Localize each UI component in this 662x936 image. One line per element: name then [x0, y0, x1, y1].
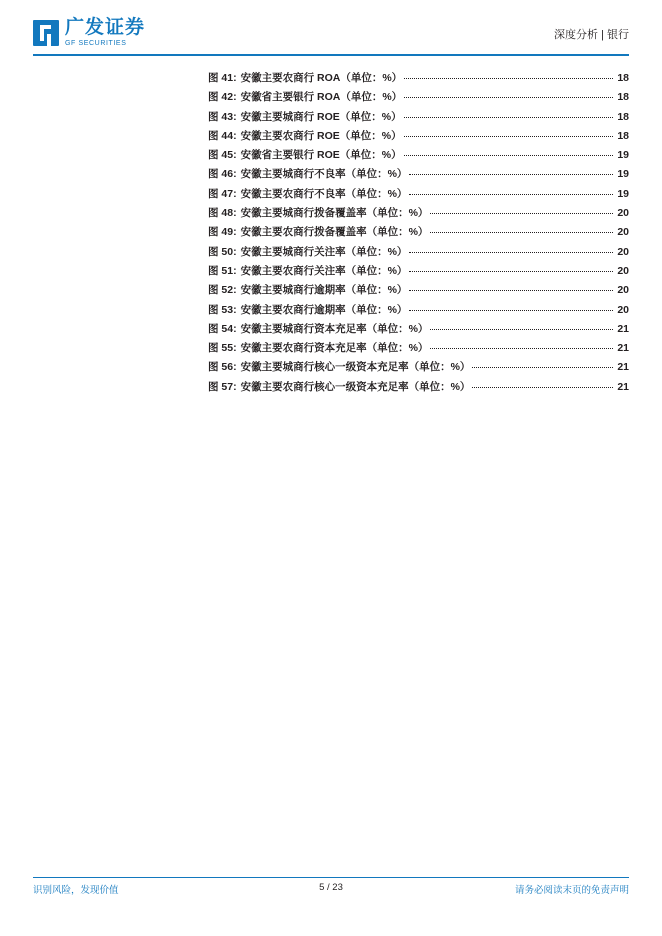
toc-leader-dots: [409, 282, 613, 291]
brand-name-en: GF SECURITIES: [65, 40, 127, 47]
toc-entry-title: 安徽主要农商行 ROA（单位：%）: [240, 72, 403, 84]
toc-entry-label: 图 44:: [208, 129, 237, 142]
brand-logo: [33, 18, 145, 47]
toc-leader-dots: [472, 379, 613, 388]
toc-entry-title: 安徽主要城商行核心一级资本充足率（单位：%）: [240, 361, 471, 374]
page-number: 5 / 23: [319, 882, 343, 893]
toc-leader-dots: [430, 340, 613, 349]
toc-entry-label: 图 56:: [208, 361, 237, 374]
toc-leader-dots: [404, 109, 613, 118]
toc-entry-label: 图 50:: [208, 245, 237, 258]
header-divider: [33, 54, 629, 56]
toc-entry-page: 20: [617, 303, 629, 316]
toc-leader-dots: [409, 263, 613, 272]
footer-divider: [33, 877, 629, 878]
toc-entry-title: 安徽主要农商行 ROE（单位：%）: [240, 129, 402, 142]
toc-entry-label: 图 42:: [208, 91, 237, 104]
toc-entry[interactable]: [208, 70, 629, 89]
toc-entry[interactable]: [208, 205, 629, 224]
footer-slogan: 识别风险，发现价值: [33, 885, 119, 896]
toc-entry-label: 图 41:: [208, 72, 237, 84]
toc-entry[interactable]: [208, 340, 629, 359]
toc-entry[interactable]: [208, 224, 629, 243]
page-footer: [33, 882, 629, 900]
page-header: [0, 0, 662, 58]
toc-entry-page: 21: [617, 342, 629, 355]
toc-entry[interactable]: [208, 109, 629, 128]
toc-entry-page: 18: [617, 110, 629, 123]
toc-leader-dots: [472, 359, 613, 368]
toc-entry-title: 安徽主要城商行逾期率（单位：%）: [240, 284, 408, 297]
toc-entry-label: 图 48:: [208, 207, 237, 220]
toc-entry-title: 安徽省主要银行 ROE（单位：%）: [240, 149, 402, 162]
toc-entry-page: 20: [617, 226, 629, 239]
toc-entry-title: 安徽主要城商行不良率（单位：%）: [240, 168, 408, 181]
toc-entry-page: 20: [617, 245, 629, 258]
toc-leader-dots: [404, 147, 613, 156]
toc-entry-page: 20: [617, 207, 629, 220]
toc-entry[interactable]: [208, 186, 629, 205]
toc-entry-title: 安徽主要农商行关注率（单位：%）: [240, 264, 408, 277]
toc-entry-page: 21: [617, 322, 629, 335]
header-category: 深度分析 | 银行: [554, 29, 629, 41]
toc-entry-label: 图 47:: [208, 187, 237, 200]
toc-entry-page: 21: [617, 380, 629, 393]
toc-entry-title: 安徽主要城商行 ROE（单位：%）: [240, 110, 402, 123]
toc-entry-page: 21: [617, 361, 629, 374]
toc-entry[interactable]: [208, 244, 629, 263]
toc-leader-dots: [430, 205, 613, 214]
toc-entry-title: 安徽主要城商行关注率（单位：%）: [240, 245, 408, 258]
toc-entry-page: 19: [617, 149, 629, 162]
toc-entry-label: 图 54:: [208, 322, 237, 335]
brand-logo-text: [65, 18, 145, 47]
toc-entry-label: 图 55:: [208, 342, 237, 355]
brand-name-cn: 广发证券: [65, 17, 146, 38]
toc-entry-label: 图 57:: [208, 380, 237, 393]
gf-logo-icon: [33, 20, 59, 46]
toc-entry-title: 安徽主要城商行拨备覆盖率（单位：%）: [240, 207, 429, 220]
toc-leader-dots: [404, 89, 613, 98]
toc-entry-page: 19: [617, 187, 629, 200]
toc-entry-title: 安徽主要农商行拨备覆盖率（单位：%）: [240, 226, 429, 239]
toc-entry-page: 20: [617, 264, 629, 277]
toc-entry-label: 图 49:: [208, 226, 237, 239]
toc-entry[interactable]: [208, 89, 629, 108]
toc-leader-dots: [409, 186, 613, 195]
toc-entry-page: 18: [617, 129, 629, 142]
toc-entry-label: 图 53:: [208, 303, 237, 316]
toc-entry-title: 安徽主要农商行资本充足率（单位：%）: [240, 342, 429, 355]
toc-entry[interactable]: [208, 359, 629, 378]
toc-entry[interactable]: [208, 379, 629, 398]
toc-entry-title: 安徽主要城商行资本充足率（单位：%）: [240, 322, 429, 335]
toc-entry-title: 安徽主要农商行不良率（单位：%）: [240, 187, 408, 200]
toc-entry-title: 安徽主要农商行逾期率（单位：%）: [240, 303, 408, 316]
toc-entry-title: 安徽主要农商行核心一级资本充足率（单位：%）: [240, 380, 471, 393]
toc-leader-dots: [404, 128, 613, 137]
table-of-contents-figures: [208, 70, 629, 398]
toc-entry-title: 安徽省主要银行 ROA（单位：%）: [240, 91, 403, 104]
toc-entry[interactable]: [208, 147, 629, 166]
toc-entry[interactable]: [208, 263, 629, 282]
toc-leader-dots: [409, 302, 613, 311]
toc-entry[interactable]: [208, 282, 629, 301]
toc-leader-dots: [404, 70, 613, 79]
toc-entry[interactable]: [208, 128, 629, 147]
toc-leader-dots: [430, 321, 613, 330]
toc-entry-page: 18: [617, 91, 629, 104]
toc-entry-label: 图 43:: [208, 110, 237, 123]
toc-entry-page: 19: [617, 168, 629, 181]
toc-entry-page: 18: [617, 72, 629, 84]
toc-entry-page: 20: [617, 284, 629, 297]
footer-disclaimer: 请务必阅读末页的免责声明: [514, 885, 629, 896]
toc-entry-label: 图 52:: [208, 284, 237, 297]
toc-leader-dots: [430, 224, 613, 233]
toc-leader-dots: [409, 244, 613, 253]
toc-entry-label: 图 51:: [208, 264, 237, 277]
toc-entry[interactable]: [208, 302, 629, 321]
toc-entry[interactable]: [208, 321, 629, 340]
toc-entry-label: 图 46:: [208, 168, 237, 181]
toc-entry-label: 图 45:: [208, 149, 237, 162]
toc-entry[interactable]: [208, 166, 629, 185]
toc-leader-dots: [409, 166, 613, 175]
